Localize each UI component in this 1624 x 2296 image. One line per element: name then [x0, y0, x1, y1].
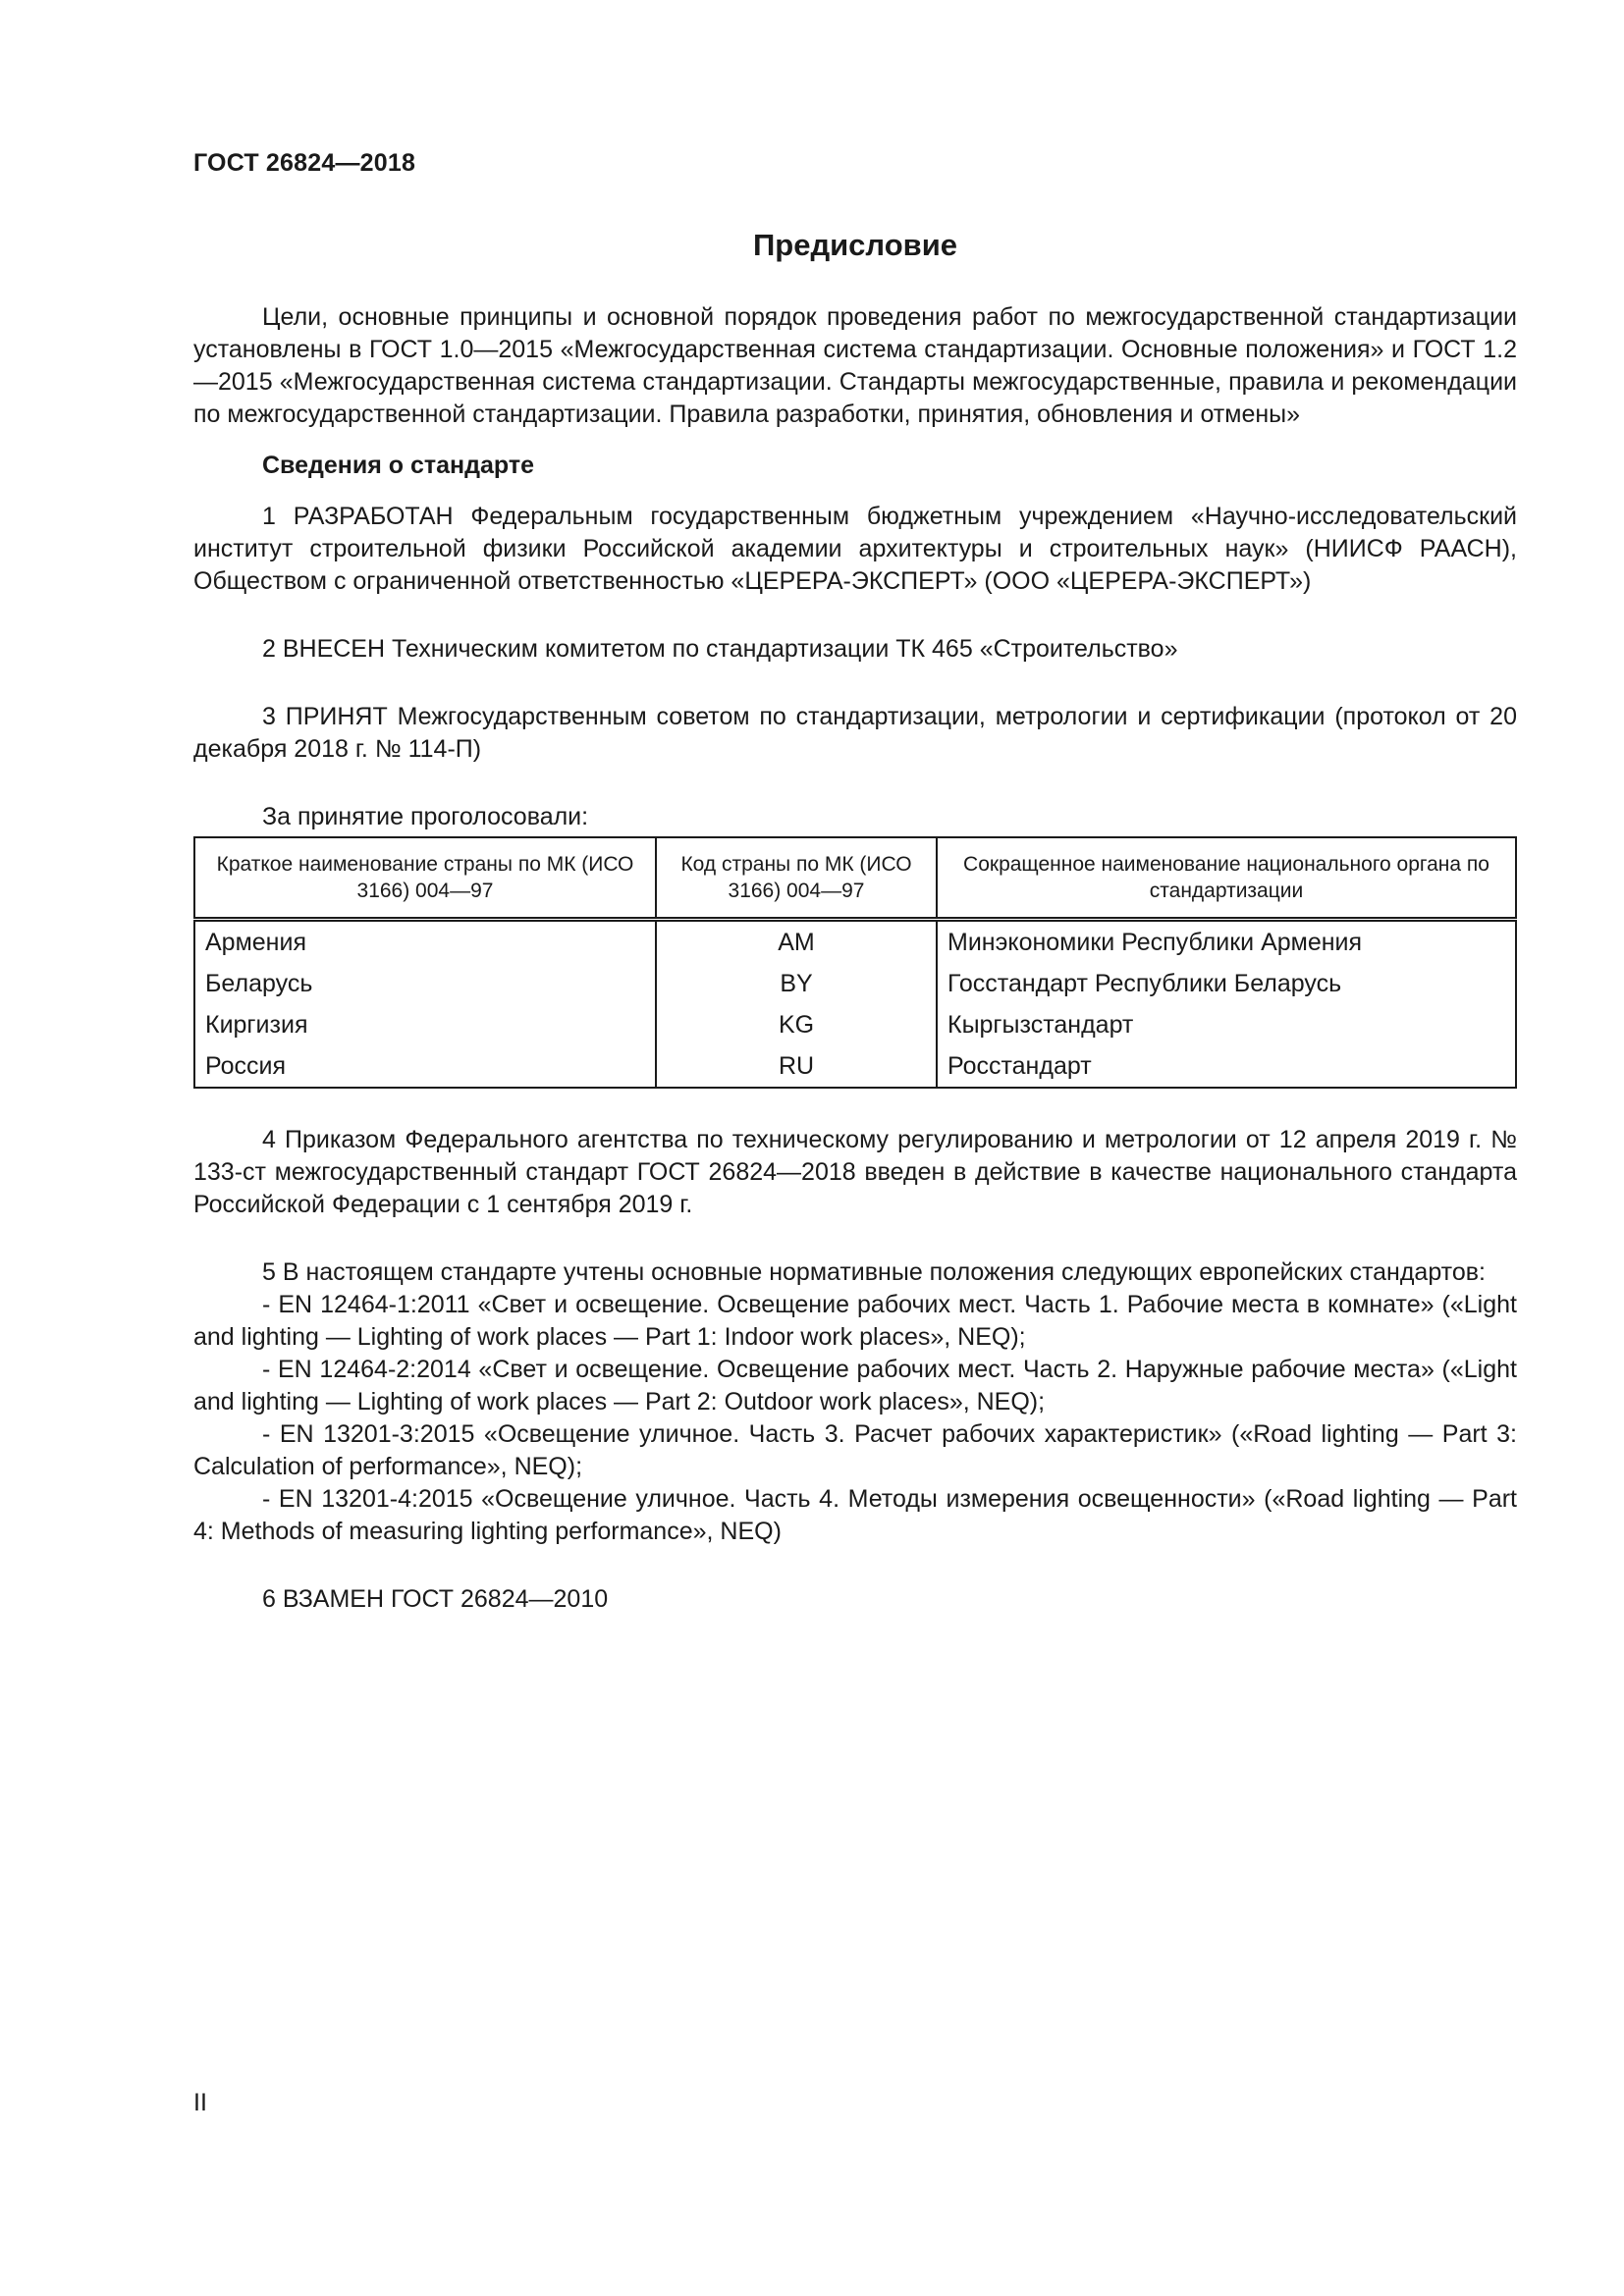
column-header-code: Код страны по МК (ИСО 3166) 004—97 [656, 837, 937, 920]
document-id: ГОСТ 26824—2018 [193, 149, 416, 177]
document-page [193, 0, 1517, 2296]
table-header-row [194, 837, 1516, 920]
list-item: - EN 12464-1:2011 «Свет и освещение. Освещение рабочих мест. Часть 1. Рабочие места в комнате» («Light and lighting — Lighting of work places — Part 1: Indoor work places», NEQ); [193, 1291, 1517, 1351]
cell-country: Россия [194, 1045, 656, 1088]
cell-code: RU [656, 1045, 937, 1088]
item-replaces: 6 ВЗАМЕН ГОСТ 26824—2010 [262, 1585, 609, 1613]
page-title: Предисловие [752, 228, 957, 262]
table-row [194, 1045, 1516, 1088]
list-item: - EN 12464-2:2014 «Свет и освещение. Освещение рабочих мест. Часть 2. Наружные рабочие места» («Light and lighting — Lighting of work places — Part 2: Outdoor work places», NEQ); [193, 1356, 1517, 1415]
item-introduced: 2 ВНЕСЕН Техническим комитетом по стандартизации ТК 465 «Строительство» [262, 635, 1178, 663]
cell-country: Беларусь [194, 963, 656, 1004]
column-header-country: Краткое наименование страны по МК (ИСО 3166) 004—97 [194, 837, 656, 920]
cell-body: Росстандарт [937, 1045, 1516, 1088]
table-row [194, 920, 1516, 964]
intro-paragraph: Цели, основные принципы и основной порядок проведения работ по межгосударственной стандартизации установлены в ГОСТ 1.0—2015 «Межгосударственная система стандартизации. Основные положения» и ГОСТ 1.2—2015 «Межгосударственная система стандартизации. Стандарты межгосударственные, правила и рекомендации по межгосударственной стандартизации. Правила разработки, принятия, обновления и отмены» [193, 303, 1517, 428]
voting-countries-table [193, 836, 1517, 1089]
cell-body: Госстандарт Республики Беларусь [937, 963, 1516, 1004]
foreword-content [193, 301, 1517, 1616]
section-subheading: Сведения о стандарте [262, 452, 535, 479]
column-header-body: Сокращенное наименование национального органа по стандартизации [937, 837, 1516, 920]
cell-country: Армения [194, 920, 656, 964]
table-row [194, 1004, 1516, 1045]
cell-country: Киргизия [194, 1004, 656, 1045]
cell-body: Минэкономики Республики Армения [937, 920, 1516, 964]
cell-body: Кыргызстандарт [937, 1004, 1516, 1045]
list-item: - EN 13201-4:2015 «Освещение уличное. Часть 4. Методы измерения освещенности» («Road lighting — Part 4: Methods of measuring lighting performance», NEQ) [193, 1485, 1517, 1545]
item-developed: 1 РАЗРАБОТАН Федеральным государственным бюджетным учреждением «Научно-исследовательский институт строительной физики Российской академии архитектуры и строительных наук» (НИИСФ РААСН), Обществом с ограниченной ответственностью «ЦЕРЕРА-ЭКСПЕРТ» (ООО «ЦЕРЕРА-ЭКСПЕРТ») [193, 503, 1517, 595]
page-number: II [193, 2089, 207, 2116]
item-european-intro: 5 В настоящем стандарте учтены основные нормативные положения следующих европейских стандартов: [262, 1258, 1486, 1286]
item-adopted: 3 ПРИНЯТ Межгосударственным советом по стандартизации, метрологии и сертификации (протокол от 20 декабря 2018 г. № 114-П) [193, 703, 1517, 763]
item-enacted: 4 Приказом Федерального агентства по техническому регулированию и метрологии от 12 апреля 2019 г. № 133-ст межгосударственный стандарт ГОСТ 26824—2018 введен в действие в качестве национального стандарта Российской Федерации с 1 сентября 2019 г. [193, 1126, 1517, 1218]
cell-code: AM [656, 920, 937, 964]
european-standards-list [193, 1289, 1517, 1548]
list-item: - EN 13201-3:2015 «Освещение уличное. Часть 3. Расчет рабочих характеристик» («Road lighting — Part 3: Calculation of performance», NEQ); [193, 1420, 1517, 1480]
table-row [194, 963, 1516, 1004]
cell-code: KG [656, 1004, 937, 1045]
voted-label: За принятие проголосовали: [262, 803, 589, 830]
cell-code: BY [656, 963, 937, 1004]
